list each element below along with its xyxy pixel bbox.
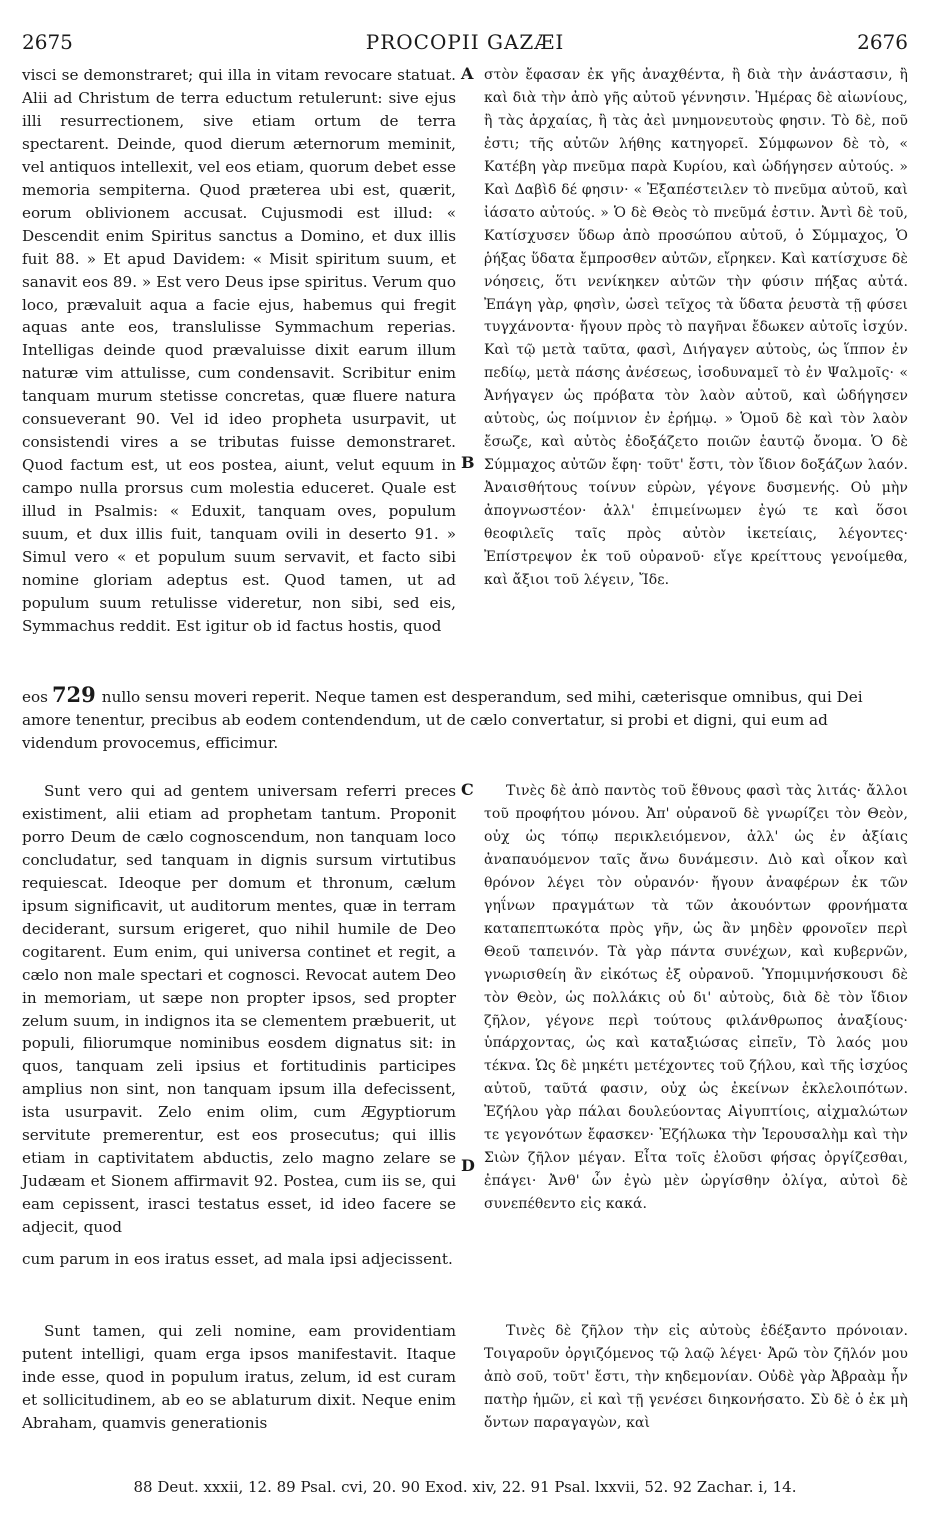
full-width-continuation-2	[22, 1248, 908, 1271]
greek-paragraph: Τινὲς δὲ ἀπὸ παντὸς τοῦ ἔθνους φασὶ τὰς λιτάς· ἄλλοι τοῦ προφήτου μόνου. Ἀπ' οὐρανοῦ δὲ γνωρίζει τὸν Θεὸν, οὐχ ὡς τόπῳ περικλειόμενον, ἀλλ' ὡς ἐν ἀξίαις ἀναπαυόμενον ταῖς ἄνω δυνάμεσιν. Διὸ καὶ οἶκον καὶ θρόνον λέγει τὸν οὐρανόν· ἤγουν ἀναφέρων ἐκ τῶν γηΐνων πραγμάτων τὰ τῶν ἀκουόντων φρονήματα καταπεπτωκότα πρὸς γῆν, ὡς ἂν μηδὲν φρονοῖεν περὶ Θεοῦ ταπεινόν. Τὰ γὰρ πάντα συνέχων, καὶ κυβερνῶν, γνωρισθείη ἂν εἰκότως ἐξ οὐρανοῦ. Ὑπομιμνήσκουσι δὲ τὸν Θεὸν, ὡς πολλάκις οὐ δι' αὐτοὺς, διὰ δὲ τὸν ἴδιον ζῆλον, γέγονε περὶ τούτους φιλάνθρωπος ἀναξίους· ὑπάρχοντας, ὡς καὶ καταξιώσας εἰπεῖν, Τὸ λαός μου τέκνα. Ὡς δὲ μηκέτι μετέχοντες τοῦ ζήλου, καὶ τῆς ἰσχύος αὐτοῦ, ταῦτά φασιν, οὐχ ὡς ἐκείνων ἐκλελοιπότων. Ἐζήλου γὰρ πάλαι δουλεύοντας Αἰγυπτίοις, αἰχμαλώτων τε γεγονότων ἔφασκεν· Ἐζήλωκα τὴν Ἱερουσαλὴμ καὶ τὴν Σιὼν ζῆλον μέγαν. Εἶτα τοῖς ἑλοῦσι φήσας ὀργίζεσθαι, ἐπάγει· Ἀνθ' ὧν ἐγὼ μὲν ὠργίσθην ὀλίγα, αὐτοὶ δὲ συνεπέθεντο εἰς κακά.	[484, 783, 908, 1213]
latin-paragraph: Sunt vero qui ad gentem universam referri preces existiment, alii etiam ad prophetam tantum. Proponit porro Deum de cælo cognoscendum, non tanquam loco concludatur, sed tanquam in dignis sursum virtutibus requiescat. Ideoque per domum et thronum, cælum ipsum significavit, ut auditorum mentes, quæ in terram deciderant, sursum erigeret, quo nihil humile de Deo cogitarent. Eum enim, qui universa continet et regit, a cælo non male spectari et cognosci. Revocat autem Deo in memoriam, ut sæpe non propter ipsos, sed propter zelum suum, in indignos ita se clementem præbuerit, ut populi, filiorumque nominibus eosdem dignatus sit: in quos, tanquam zeli ipsius et fortitudinis participes amplius non sint, non tanquam ipsum illa defecissent, ista usurpavit. Zelo enim olim, cum Ægyptiorum servitute premerentur, est eos prosecutus; qui illis etiam in captivitatem abductis, zelo magno zelare se Judæam et Sionem affirmavit 92. Postea, cum iis se, qui eam cepissent, irasci testatus esset, id ideo facere se adjecit, quod	[22, 782, 456, 1237]
margin-letter-b: B	[461, 453, 475, 472]
greek-block-3	[484, 1320, 908, 1435]
margin-letter-d: D	[461, 1156, 475, 1175]
latin-text-fragment: eos	[22, 688, 48, 706]
latin-block-3	[22, 1320, 456, 1435]
latin-paragraph: Sunt tamen, qui zeli nomine, eam providentiam putent intelligi, quam erga ipsos manifestavit. Itaque inde esse, quod in populum iratus, zelum, id est curam et sollicitudinem, ab eo se ablaturum dixit. Neque enim Abraham, quamvis generationis	[22, 1322, 456, 1432]
running-title: PROCOPII GAZÆI	[365, 30, 565, 54]
right-page-number: 2676	[857, 30, 908, 54]
latin-block-1	[22, 64, 456, 638]
margin-letter-c: C	[461, 780, 474, 799]
margin-letter-a: A	[461, 64, 474, 83]
footnotes: 88 Deut. xxxii, 12. 89 Psal. cvi, 20. 90 Exod. xiv, 22. 91 Psal. lxxvii, 52. 92 Zachar. i, 14.	[133, 1478, 797, 1496]
latin-text-fragment: cum parum in eos iratus esset, ad mala ipsi adjecissent.	[22, 1250, 453, 1268]
latin-block-2	[22, 780, 456, 1239]
column-number: 729	[51, 682, 96, 707]
greek-block-2	[484, 780, 908, 1216]
latin-paragraph: visci se demonstraret; qui illa in vitam revocare statuat. Alii ad Christum de terra eductum retulerunt: sive ejus illi resurrectionem, sive etiam ortum de terra spectarent. Deinde, quod dierum æternorum meminit, vel antiquos intellexit, vel eos etiam, quorum debet esse memoria sempiterna. Quod præterea ubi est, quærit, eorum oblivionem accusat. Cujusmodi est illud: « Descendit enim Spiritus sanctus a Domino, et dux illis fuit 88. » Et apud Davidem: « Misit spiritum suum, et sanavit eos 89. » Est vero Deus ipse spiritus. Verum quo loco, prævaluit aqua a facie ejus, habemus qui fregit aquas ante eos, translulisse Symmachum reperias. Intelligas deinde quod prævaluisse dixit earum illum naturæ vim attulisse, cum condensavit. Scribitur enim tanquam murum stetisse concretas, quæ fluere natura consueverant 90. Vel id ideo propheta usurpavit, ut consistendi vires a se tributas fuisse demonstraret. Quod factum est, ut eos postea, aiunt, velut equum in campo nulla prorsus cum molestia educeret. Quale est illud in Psalmis: « Eduxit, tanquam oves, populum suum, et dux illis fuit, tanquam ovili in deserto 91. » Simul vero « et populum suum servavit, et facto sibi nomine gloriam adeptus est. Quod tamen, ut ad populum suum retulisse videretur, non sibi, sed eis, Symmachus reddit. Est igitur ob id factus hostis, quod	[22, 66, 456, 635]
latin-text-fragment: nullo sensu moveri reperit. Neque tamen est desperandum, sed mihi, cæterisque omnibus, qui Dei amore tenentur, precibus ab eodem contendendum, ut de cælo convertatur, si probi et digni, qui eum ad videndum provocemus, efficimur.	[22, 688, 863, 752]
greek-paragraph: στὸν ἔφασαν ἐκ γῆς ἀναχθέντα, ἢ διὰ τὴν ἀνάστασιν, ἢ καὶ διὰ τὴν ἀπὸ γῆς αὐτοῦ γέννησιν. Ἡμέρας δὲ αἰωνίους, ἢ τὰς ἀρχαίας, ἢ τὰς ἀεὶ μνημονευτοὺς φησιν. Τὸ δὲ, ποῦ ἐστι; τῆς αὐτῶν λήθης κατηγορεῖ. Σύμφωνον δὲ τὸ, « Κατέβη γὰρ πνεῦμα παρὰ Κυρίου, καὶ ὡδήγησεν αὐτούς. » Καὶ Δαβὶδ δέ φησιν· « Ἐξαπέστειλεν τὸ πνεῦμα αὐτοῦ, καὶ ἰάσατο αὐτούς. » Ὁ δὲ Θεὸς τὸ πνεῦμά ἐστιν. Ἀντὶ δὲ τοῦ, Κατίσχυσεν ὕδωρ ἀπὸ προσώπου αὐτοῦ, ὁ Σύμμαχος, Ὁ ῥήξας ὕδατα ἔμπροσθεν αὐτῶν, εἴρηκεν. Καὶ κατίσχυσε δὲ νόησεις, ὅτι νενίκηκεν αὐτῶν τὴν φύσιν πήξας αὐτά. Ἐπάγη γὰρ, φησὶν, ὡσεὶ τεῖχος τὰ ὕδατα ῥευστὰ τῇ φύσει τυγχάνοντα· ἤγουν πρὸς τὸ παγῆναι ἔδωκεν αὐτοῖς ἰσχύν. Καὶ τῷ μετὰ ταῦτα, φασὶ, Διήγαγεν αὐτοὺς, ὡς ἵππον ἐν πεδίῳ, μετὰ πάσης ἀνέσεως, ἰσοδυναμεῖ τὸ ἐν Ψαλμοῖς· « Ἀνήγαγεν ὡς πρόβατα τὸν λαὸν αὐτοῦ, καὶ ὡδήγησεν αὐτοὺς, ὡς ποίμνιον ἐν ἐρήμῳ. » Ὁμοῦ δὲ καὶ τὸν λαὸν ἔσωζε, καὶ αὐτὸς ἐδοξάζετο ποιῶν ἑαυτῷ ὄνομα. Ὁ δὲ Σύμμαχος αὐτῶν ἔφη· τοῦτ' ἔστι, τὸν ἴδιον δοξάζων λαόν. Ἀναισθήτους τοίνυν εὑρὼν, γέγονε δυσμενής. Οὐ μὴν ἀπογνωστέον· ἀλλ' ἐπιμείνωμεν ἐγώ τε καὶ ὅσοι θεοφιλεῖς ταῖς πρὸς αὐτὸν ἱκετείαις, λέγοντες· Ἐπίστρεψον ἐκ τοῦ οὐρανοῦ· εἴγε κρείττους γενοίμεθα, καὶ ἄξιοι τοῦ λέγειν, Ἴδε.	[484, 67, 908, 588]
greek-paragraph: Τινὲς δὲ ζῆλον τὴν εἰς αὐτοὺς ἐδέξαντο πρόνοιαν. Τοιγαροῦν ὀργιζόμενος τῷ λαῷ λέγει· Ἀρῶ τὸν ζῆλόν μου ἀπὸ σοῦ, τοῦτ' ἔστι, τὴν κηδεμονίαν. Οὐδὲ γὰρ Ἀβραὰμ ἦν πατὴρ ἡμῶν, εἰ καὶ τῇ γενέσει διηκονήσατο. Σὺ δὲ ὁ ἐκ μὴ ὄντων παραγαγὼν, καὶ	[484, 1323, 908, 1431]
full-width-continuation-1	[22, 684, 908, 755]
left-page-number: 2675	[22, 30, 73, 54]
greek-block-1	[484, 64, 908, 592]
